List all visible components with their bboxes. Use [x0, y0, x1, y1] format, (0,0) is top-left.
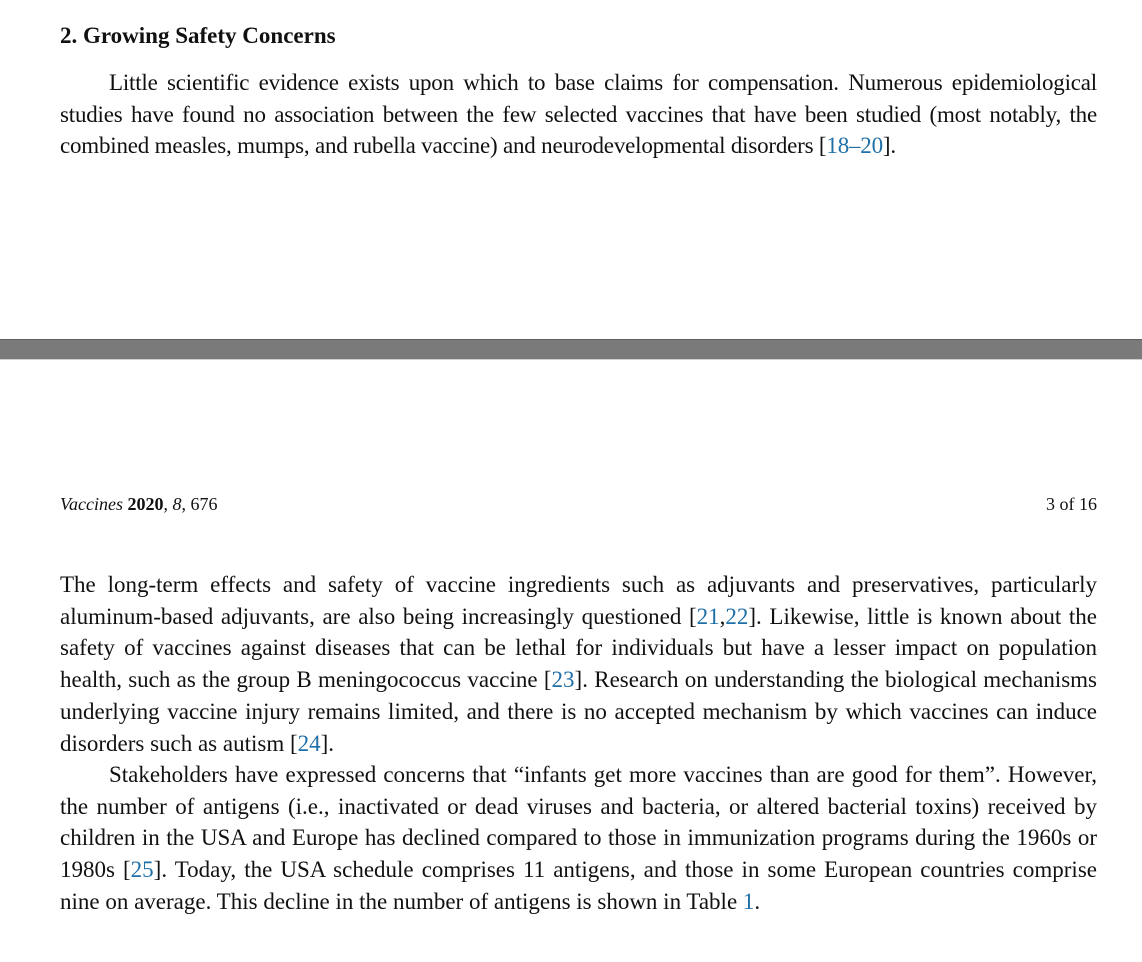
- citation-link[interactable]: 24: [297, 730, 321, 756]
- page-divider: [0, 339, 1142, 360]
- separator: ,: [163, 494, 173, 514]
- paragraph-text: Little scientific evidence exists upon which to base claims for compensation. Numerous epidemiological studies have found no association between the few selected vaccines that have been studied (most notably, the combined measles, mumps, and rubella vaccine) and neurodevelopmental disorders [: [60, 70, 1097, 159]
- citation-link[interactable]: 18–20: [826, 133, 883, 159]
- citation-link[interactable]: 21: [696, 603, 720, 629]
- citation-link[interactable]: 25: [130, 857, 154, 883]
- paragraph-text: ].: [882, 133, 896, 159]
- paragraph-text: ,: [719, 603, 726, 629]
- body-paragraph-1: [60, 569, 1097, 759]
- journal-volume: 8: [172, 494, 182, 514]
- paragraph-text: ]. Today, the USA schedule comprises 11 antigens, and those in some European countries comprise nine on average. This decline in the number of antigens is shown in Table: [60, 857, 1097, 914]
- intro-paragraph: [60, 67, 1097, 162]
- separator: ,: [181, 494, 191, 514]
- paragraph-text: ]. Likewise, little is known about the safety of vaccines against diseases that can be lethal for individuals but have a lesser impact on population health, such as the group B meningococcus vaccine [: [60, 603, 1097, 693]
- running-head: [60, 492, 217, 516]
- table-link[interactable]: 1: [742, 888, 755, 914]
- section-heading: 2. Growing Safety Concerns: [60, 23, 336, 48]
- citation-link[interactable]: 22: [725, 603, 749, 629]
- page-top-section: [0, 0, 1142, 339]
- paragraph-text: The long-term effects and safety of vaccine ingredients such as adjuvants and preservatives, particularly aluminum-based adjuvants, are also being increasingly questioned [: [60, 572, 1097, 629]
- citation-link[interactable]: 23: [551, 667, 575, 693]
- paragraph-text: Stakeholders have expressed concerns that “infants get more vaccines than are good for them”. However, the number of antigens (i.e., inactivated or dead viruses and bacteria, or altered bacterial toxins) received by children in the USA and Europe has declined compared to those in immunization programs during the 1960s or 1980s [: [60, 762, 1097, 883]
- article-number: 676: [190, 494, 218, 514]
- page-number: 3 of 16: [1046, 494, 1097, 514]
- paragraph-text: ].: [320, 730, 335, 756]
- paragraph-text: .: [754, 888, 761, 914]
- journal-name: Vaccines: [60, 494, 123, 514]
- paragraph-text: ]. Research on understanding the biological mechanisms underlying vaccine injury remains limited, and there is no accepted mechanism by which vaccines can induce disorders such as autism [: [60, 667, 1097, 756]
- body-paragraph-2: [60, 759, 1097, 918]
- journal-year: 2020: [127, 494, 164, 514]
